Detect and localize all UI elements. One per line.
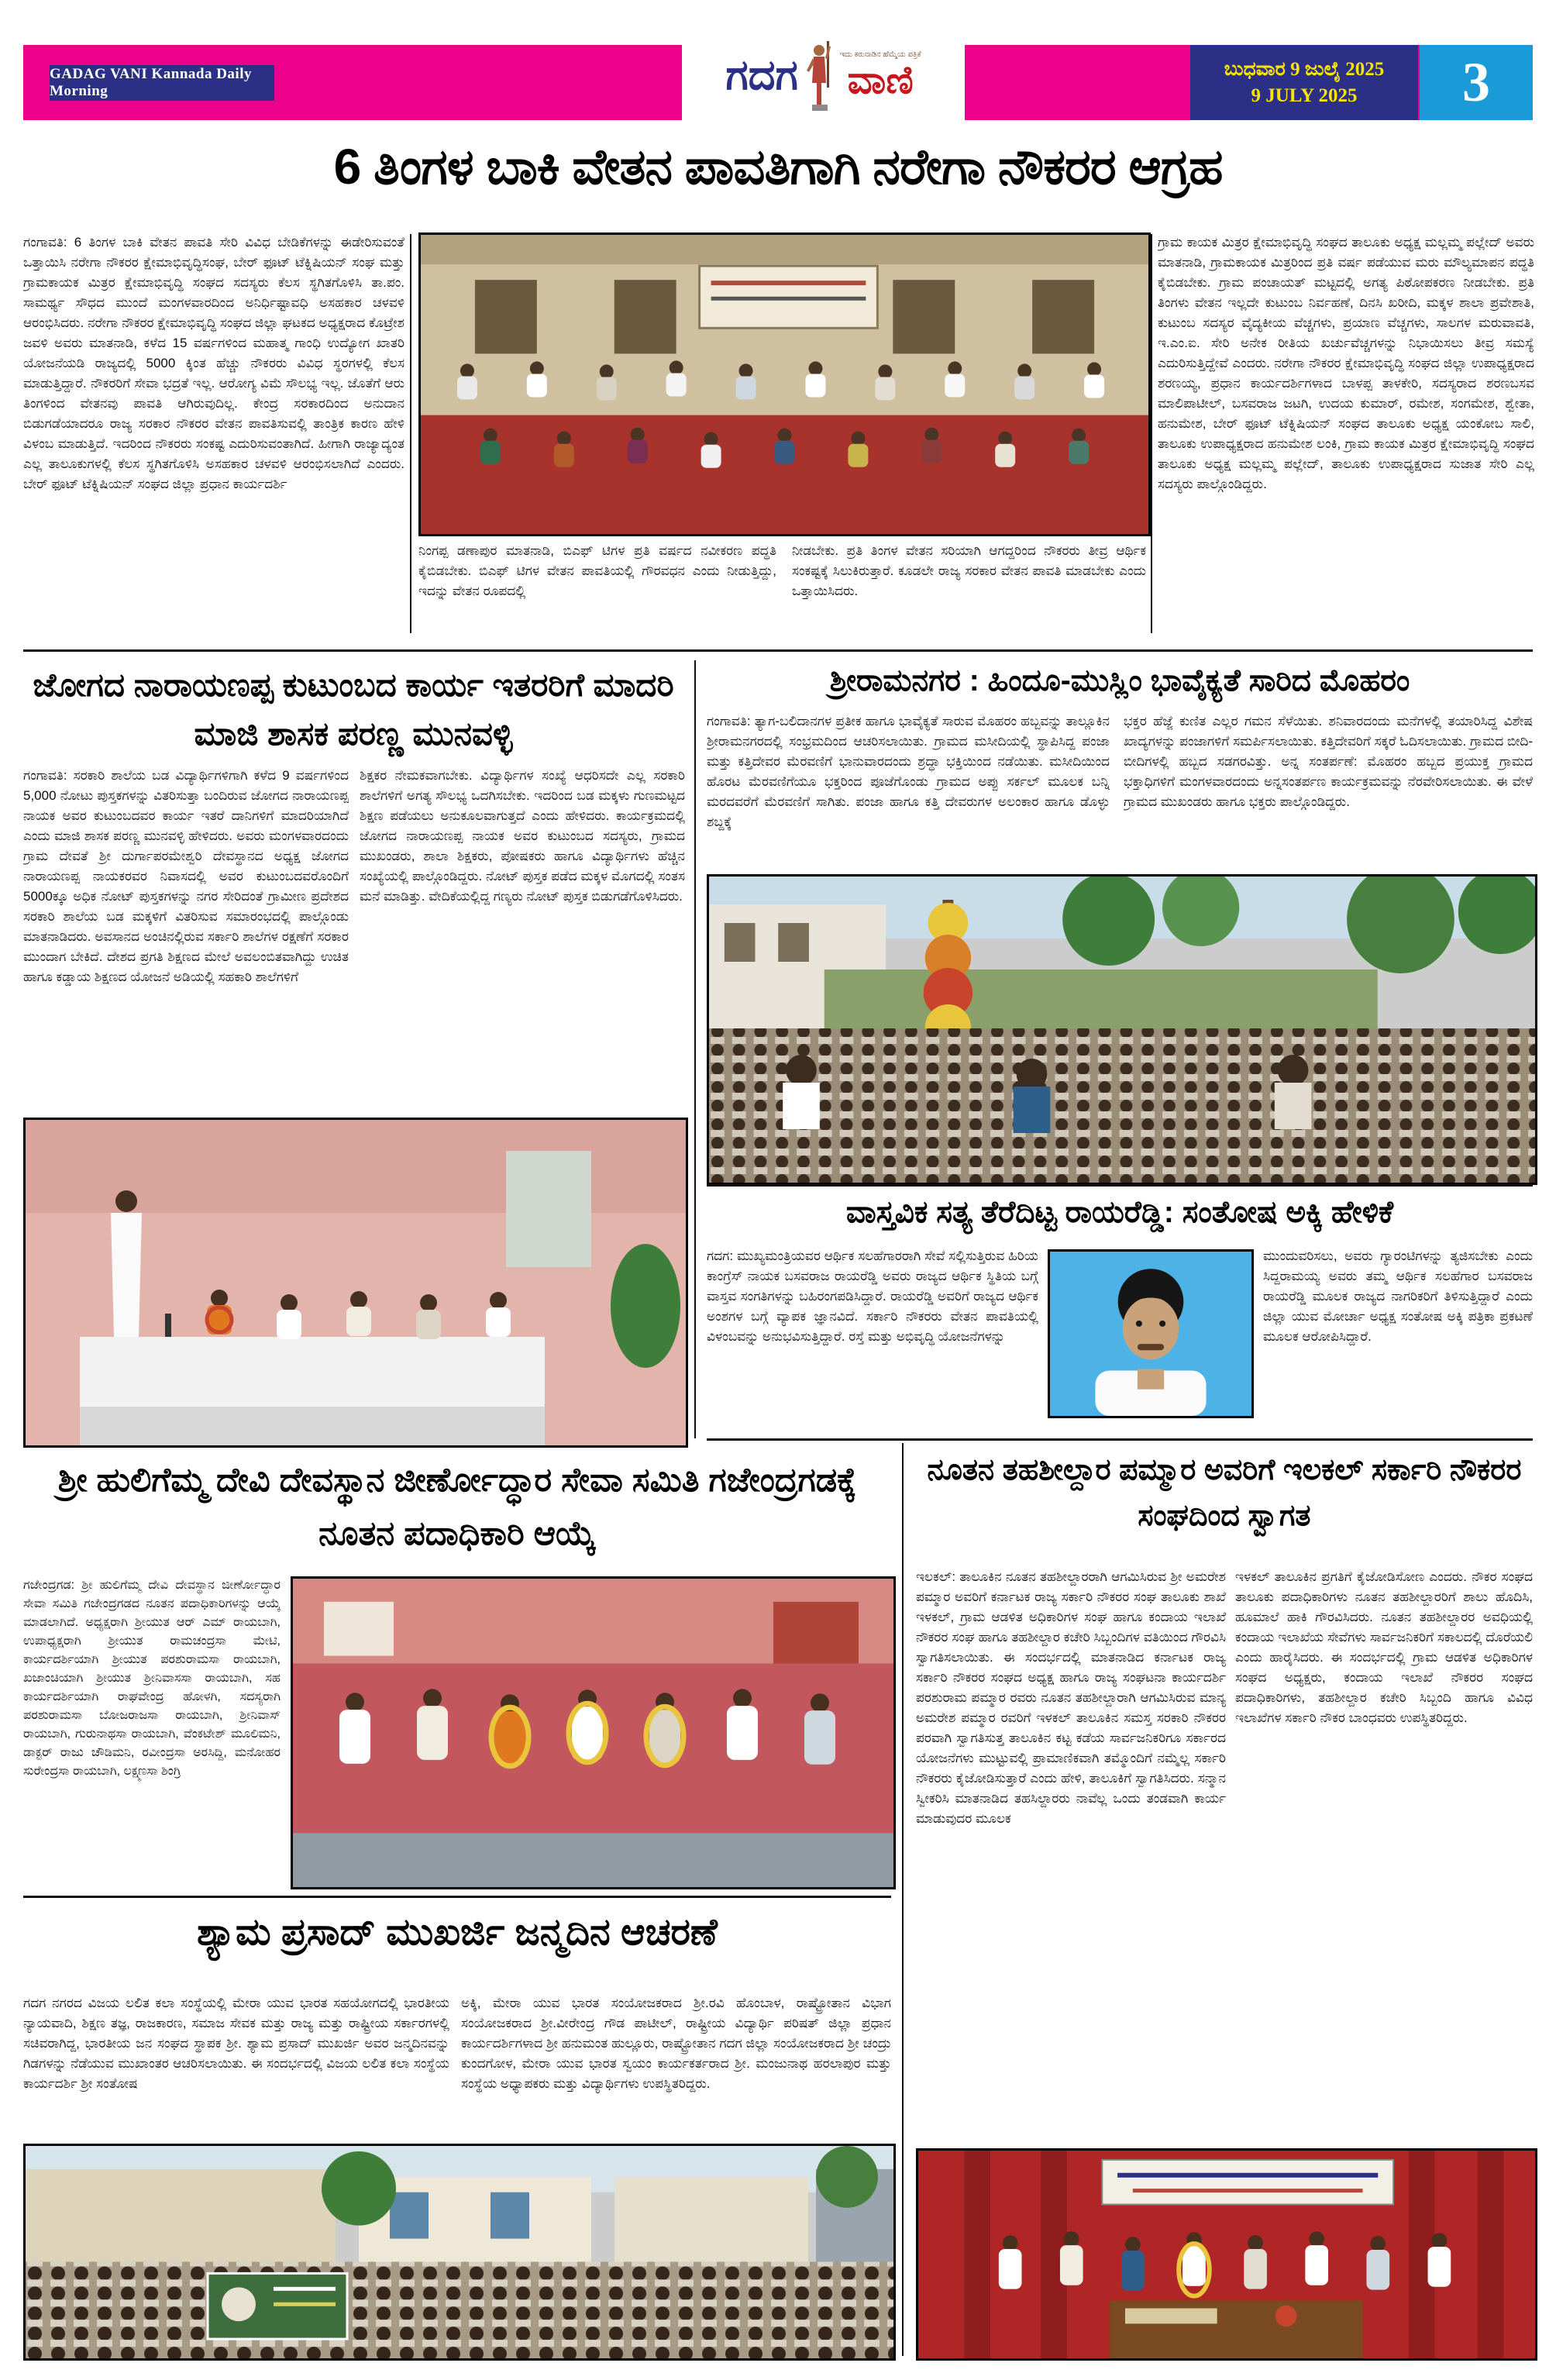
- column-divider: [410, 234, 411, 633]
- headline-moharram: ಶ್ರೀರಾಮನಗರ : ಹಿಂದೂ-ಮುಸ್ಲಿಂ ಭಾವೈಕ್ಯತೆ ಸಾರಿದ ಮೊಹರಂ: [829, 664, 1410, 697]
- rayareddy-col-2: ಮುಂದುವರಿಸಲು, ಅವರು ಗ್ಯಾರಂಟಿಗಳನ್ನು ತ್ಯಜಿಸಬೇಕು ಎಂದು ಸಿದ್ದರಾಮಯ್ಯ ಅವರು ತಮ್ಮ ಆರ್ಥಿಕ ಸಲಹೆಗಾರ ಬಸವರಾಜ ರಾಯರೆಡ್ಡಿ ಮೂಲಕ ರಾಜ್ಯದ ನಾಗರಿಕರಿಗೆ ತಿಳಿಸುತ್ತಿದ್ದಾರೆ ಎಂದು ಜಿಲ್ಲಾ ಯುವ ಮೋರ್ಚಾ ಅಧ್ಯಕ್ಷ ಸಂತೋಷ ಅಕ್ಕಿ ಪತ್ರಿಕಾ ಪ್ರಕಟಣೆ ಮೂಲಕ ಆರೋಪಿಸಿದ್ದಾರೆ.: [1263, 1249, 1533, 1344]
- photo-jogada-dais: [23, 1118, 688, 1448]
- jogada-col-1: ಗಂಗಾವತಿ: ಸರಕಾರಿ ಶಾಲೆಯ ಬಡ ವಿದ್ಯಾರ್ಥಿಗಳಿಗಾಗಿ ಕಳೆದ 9 ವರ್ಷಗಳಿಂದ 5,000 ನೋಟು ಪುಸ್ತಕಗಳನ್ನು ವಿತರಿಸುತ್ತಾ ಬಂದಿರುವ ಜೋಗದ ನಾರಾಯಣಪ್ಪ ನಾಯಕ ಅವರ ಕುಟುಂಬದವರ ಕಾರ್ಯ ಇತರೆ ದಾನಿಗಳಿಗೆ ಮಾದರಿಯಾಗಿದೆ ಎಂದು ಮಾಜಿ ಶಾಸಕ ಪರಣ್ಣ ಮುನವಳ್ಳಿ ಹೇಳಿದರು. ಅವರು ಮಂಗಳವಾರದಂದು ಗ್ರಾಮ ದೇವತೆ ಶ್ರೀ ದುರ್ಗಾಪರಮೇಶ್ವರಿ ದೇವಸ್ಥಾನದ ಅಧ್ಯಕ್ಷ ಜೋಗದ ನಾರಾಯಣಪ್ಪ ನಾಯಕರವರ ನಿವಾಸದಲ್ಲಿ ಅವರ ಕುಟುಂಬದವರೊಂದಿಗೆ 5000ಕ್ಕೂ ಅಧಿಕ ನೋಟ್ ಪುಸ್ತಕಗಳನ್ನು ನಗರ ಸೇರಿದಂತೆ ಗ್ರಾಮೀಣ ಪ್ರದೇಶದ ಸರಕಾರಿ ಶಾಲೆಯ ಬಡ ಮಕ್ಕಳಿಗೆ ವಿತರಿಸುವ ಸಮಾರಂಭದಲ್ಲಿ ಪಾಲ್ಗೊಂಡು ಮಾತನಾಡಿದರು. ಅವಸಾನದ ಅಂಚಿನಲ್ಲಿರುವ ಸರ್ಕಾರಿ ಶಾಲೆಗಳ ರಕ್ಷಣೆಗೆ ಸರಕಾರ ಮುಂದಾಗ ಬೇಕಿದೆ. ದೇಶದ ಪ್ರಗತಿ ಶಿಕ್ಷಣದ ಮೇಲೆ ಅವಲಂಬಿತವಾಗಿದ್ದು ಉಚಿತ ಹಾಗೂ ಕಡ್ಡಾಯ ಶಿಕ್ಷಣದ ಯೋಜನೆ ಅಡಿಯಲ್ಲಿ ಸಹಕಾರಿ ಶಾಲೆಗಳಿಗೆ: [23, 768, 349, 984]
- moharram-col-1: ಗಂಗಾವತಿ: ತ್ಯಾಗ-ಬಲಿದಾನಗಳ ಪ್ರತೀಕ ಹಾಗೂ ಭಾವೈಕ್ಯತೆ ಸಾರುವ ಮೊಹರಂ ಹಬ್ಬವನ್ನು ತಾಲ್ಲೂಕಿನ ಶ್ರೀರಾಮನಗರದಲ್ಲಿ ಸಂಭ್ರಮದಿಂದ ಆಚರಿಸಲಾಯಿತು. ಗ್ರಾಮದ ಮಸೀದಿಯಲ್ಲಿ ಸ್ಥಾಪಿಸಿದ್ದ ಪಂಜಾ ಮತ್ತು ಕತ್ತಿದೇವರ ಮೆರವಣಿಗೆ ಭಾನುವಾರದಂದು ಶ್ರದ್ಧಾ ಭಕ್ತಿಯಿಂದ ನಡೆಯಿತು. ಮಸೀದಿಯಿಂದ ಹೊರಟ ಮೆರವಣಿಗೆಯೂ ಭಕ್ತರಿಂದ ಪೂಜೆಗೊಂಡು ಗ್ರಾಮದ ಅಪ್ಪು ಸರ್ಕಲ್ ಮೂಲಕ ಬನ್ನಿ ಮರದವರೆಗೆ ಮೆರವಣಿಗೆ ಸಾಗಿತು. ಪಂಜಾ ಹಾಗೂ ಕತ್ತಿ ದೇವರುಗಳ ಅಲಂಕಾರ ಹಾಗೂ ಡೊಳ್ಳು ಶಬ್ದಕ್ಕೆ: [707, 714, 1110, 829]
- photo-santosh-akki-portrait: [1048, 1249, 1254, 1418]
- page-number-box: [1420, 45, 1533, 120]
- photo-moharram-procession: [707, 874, 1537, 1185]
- page-number: 3: [1462, 51, 1490, 113]
- masthead-box: [50, 65, 274, 101]
- date-english: 9 JULY 2025: [1251, 84, 1358, 106]
- statue-icon: [803, 36, 835, 114]
- tahsildar-col-2: ಇಳಕಲ್ ತಾಲೂಕಿನ ಪ್ರಗತಿಗೆ ಕೈಜೋಡಿಸೋಣ ಎಂದರು. ನೌಕರ ಸಂಘದ ತಾಲೂಕು ಪದಾಧಿಕಾರಿಗಳು ನೂತನ ತಹಶೀಲ್ದಾರರಿಗೆ ಶಾಲು ಹೊದಿಸಿ, ಹೂಮಾಲೆ ಹಾಕಿ ಗೌರವಿಸಿದರು. ನೂತನ ತಹಶೀಲ್ದಾರರ ಅವಧಿಯಲ್ಲಿ ಕಂದಾಯ ಇಲಾಖೆಯ ಸೇವೆಗಳು ಸಾರ್ವಜನಿಕರಿಗೆ ಸಕಾಲದಲ್ಲಿ ದೊರೆಯಲಿ ಎಂದು ಹಾರೈಸಿದರು. ಈ ಸಂದರ್ಭದಲ್ಲಿ ಗ್ರಾಮ ಆಡಳಿತ ಅಧಿಕಾರಿಗಳ ಸಂಘದ ಅಧ್ಯಕ್ಷರು, ಕಂದಾಯ ಇಲಾಖೆ ನೌಕರರ ಸಂಘದ ಪದಾಧಿಕಾರಿಗಳು, ತಹಶೀಲ್ದಾರ ಕಚೇರಿ ಸಿಬ್ಬಂದಿ ಹಾಗೂ ವಿವಿಧ ಇಲಾಖೆಗಳ ಸರ್ಕಾರಿ ನೌಕರ ಬಾಂಧವರು ಉಪಸ್ಥಿತರಿದ್ದರು.: [1235, 1569, 1533, 1725]
- huligemma-col-1: ಗಜೇಂದ್ರಗಡ: ಶ್ರೀ ಹುಲಿಗೆಮ್ಮ ದೇವಿ ದೇವಸ್ಥಾನ ಜೀರ್ಣೋದ್ಧಾರ ಸೇವಾ ಸಮಿತಿ ಗಜೇಂದ್ರಗಡದ ನೂತನ ಪದಾಧಿಕಾರಿಗಳನ್ನು ಆಯ್ಕೆ ಮಾಡಲಾಗಿದೆ. ಅಧ್ಯಕ್ಷರಾಗಿ ಶ್ರೀಯುತ ಆರ್ ಎಮ್ ರಾಯಬಾಗಿ, ಉಪಾಧ್ಯಕ್ಷರಾಗಿ ಶ್ರೀಯುತ ರಾಮಚಂದ್ರಸಾ ಮೇಟಿ, ಕಾರ್ಯದರ್ಶಿಯಾಗಿ ಶ್ರೀಯುತ ಪರಶುರಾಮಸಾ ರಾಯಬಾಗಿ, ಖಜಾಂಚಿಯಾಗಿ ಶ್ರೀಯುತ ಶ್ರೀನಿವಾಸಸಾ ರಾಯಬಾಗಿ, ಸಹ ಕಾರ್ಯದರ್ಶಿಯಾಗಿ ರಾಘವೇಂದ್ರ ಹೋಳಗಿ, ಸದಸ್ಯರಾಗಿ ಪರಶುರಾಮಸಾ ಬೋಜರಾಜಸಾ ರಾಯಬಾಗಿ, ಶ್ರೀನಿವಾಸ್ ರಾಯಬಾಗಿ, ಗುರುನಾಥಸಾ ರಾಯಬಾಗಿ, ವೆಂಕಟೇಶ್ ಮೂಲಿಮನಿ, ಡಾಕ್ಟರ್ ರಾಜು ಚೌಡಿಮನಿ, ರವೀಂದ್ರಸಾ ಅರಸಿದ್ದಿ, ಮನೋಹರ ಸುರೇಂದ್ರಸಾ ರಾಯಬಾಗಿ, ಲಕ್ಷ್ಮಣಸಾ ಶಿಂಗ್ರಿ: [23, 1579, 281, 1778]
- nrega-below-left: ನಿಂಗಪ್ಪ ಡಣಾಪುರ ಮಾತನಾಡಿ, ಬಿಎಫ್ ಟಿಗಳ ಪ್ರತಿ ವರ್ಷದ ನವೀಕರಣ ಪದ್ಧತಿ ಕೈಬಿಡಬೇಕು. ಬಿಎಫ್ ಟಿಗಳ ವೇತನ ಪಾವತಿಯಲ್ಲಿ ಗೌರವಧನ ಎಂದು ನೀಡುತ್ತಿದ್ದು, ಇದನ್ನು ವೇತನ ರೂಪದಲ್ಲಿ: [418, 543, 776, 598]
- rayareddy-col-1: ಗದಗ: ಮುಖ್ಯಮಂತ್ರಿಯವರ ಆರ್ಥಿಕ ಸಲಹೆಗಾರರಾಗಿ ಸೇವೆ ಸಲ್ಲಿಸುತ್ತಿರುವ ಹಿರಿಯ ಕಾಂಗ್ರೆಸ್ ನಾಯಕ ಬಸವರಾಜ ರಾಯರೆಡ್ಡಿ ಅವರು ರಾಜ್ಯದ ಆರ್ಥಿಕ ಸ್ಥಿತಿಯ ಬಗ್ಗೆ ವಾಸ್ತವ ಸಂಗತಿಗಳನ್ನು ಬಹಿರಂಗಪಡಿಸಿದ್ದಾರೆ. ರಾಯರೆಡ್ಡಿ ಅವರಿಗೆ ರಾಜ್ಯದ ಆರ್ಥಿಕ ಅಂಶಗಳ ಬಗ್ಗೆ ವ್ಯಾಪಕ ಜ್ಞಾನವಿದೆ. ಸರ್ಕಾರಿ ನೌಕರರು ವೇತನ ಪಾವತಿಯಲ್ಲಿ ವಿಳಂಬವನ್ನು ಅನುಭವಿಸುತ್ತಿದ್ದಾರೆ. ರಸ್ತೆ ಮತ್ತು ಅಭಿವೃದ್ಧಿ ಯೋಜನೆಗಳನ್ನು: [707, 1249, 1038, 1344]
- photo-nrega-protest: [418, 232, 1151, 536]
- tahsildar-col-1: ಇಲಕಲ್: ತಾಲೂಕಿನ ನೂತನ ತಹಶೀಲ್ದಾರರಾಗಿ ಆಗಮಿಸಿರುವ ಶ್ರೀ ಅಮರೇಶ ಪಮ್ಮಾರ ಅವರಿಗೆ ಕರ್ನಾಟಕ ರಾಜ್ಯ ಸರ್ಕಾರಿ ನೌಕರರ ಸಂಘ ತಾಲೂಕು ಶಾಖೆ ಇಳಕಲ್, ಗ್ರಾಮ ಆಡಳಿತ ಅಧಿಕಾರಿಗಳ ಸಂಘ ಹಾಗೂ ಕಂದಾಯ ಇಲಾಖೆ ನೌಕರರ ಸಂಘ ಹಾಗೂ ತಹಶೀಲ್ದಾರ ಕಚೇರಿ ಸಿಬ್ಬಂದಿಗಳ ವತಿಯಿಂದ ಗೌರವಿಸಿ ಸ್ವಾಗತಿಸಲಾಯಿತು. ಈ ಸಂದರ್ಭದಲ್ಲಿ ಮಾತನಾಡಿದ ಕರ್ನಾಟಕ ರಾಜ್ಯ ಸರ್ಕಾರಿ ನೌಕರರ ಸಂಘದ ಅಧ್ಯಕ್ಷ ಹಾಗೂ ರಾಜ್ಯ ಸಂಘಟನಾ ಕಾರ್ಯದರ್ಶಿ ಪರಶುರಾಮ ಪಮ್ಮಾರ ರವರು ನೂತನ ತಹಶೀಲ್ದಾರಾಗಿ ಆಗಮಿಸಿರುವ ಮಾನ್ಯ ಅಮರೇಶ ಪಮ್ಮಾರ ರವರಿಗೆ ಇಳಕಲ್ ತಾಲೂಕಿನ ಸಮಸ್ತ ಸರಕಾರಿ ನೌಕರರ ಪರವಾಗಿ ಸ್ವಾಗತಿಸುತ್ತ ತಾಲೂಕಿನ ಕಟ್ಟ ಕಡೆಯ ಸಾರ್ವಜನಿಕರಿಗೂ ಸರ್ಕಾರದ ಯೋಜನೆಗಳು ಮುಟ್ಟುವಲ್ಲಿ ಪ್ರಾಮಾಣಿಕವಾಗಿ ತಮ್ಮೊಂದಿಗೆ ನಮ್ಮೆಲ್ಲ ಸರ್ಕಾರಿ ನೌಕರರು ಕೈಜೋಡಿಸುತ್ತಾರೆ ಎಂದು ಹೇಳಿ, ತಾಲೂಕಿಗೆ ಸ್ವಾಗತಿಸಿದರು. ಸನ್ಮಾನ ಸ್ವೀಕರಿಸಿ ಮಾತನಾಡಿದ ತಹಸಿಲ್ದಾರರು ನಾವೆಲ್ಲ ಒಂದು ತಂಡವಾಗಿ ಕಾರ್ಯ ಮಾಡುವುದರ ಮೂಲಕ: [916, 1569, 1226, 1826]
- headline-huligemma: ಶ್ರೀ ಹುಲಿಗೆಮ್ಮ ದೇವಿ ದೇವಸ್ಥಾನ ಜೀರ್ಣೋದ್ಧಾರ ಸೇವಾ ಸಮಿತಿ ಗಜೇಂದ್ರಗಡಕ್ಕೆ ನೂತನ ಪದಾಧಿಕಾರಿ ಆಯ್ಕೆ: [57, 1462, 857, 1552]
- headline-tahsildar: ನೂತನ ತಹಶೀಲ್ದಾರ ಪಮ್ಮಾರ ಅವರಿಗೆ ಇಲಕಲ್ ಸರ್ಕಾರಿ ನೌಕರರ ಸಂಘದಿಂದ ಸ್ವಾಗತ: [927, 1454, 1522, 1532]
- mukherjee-col-2: ಅಕ್ಕಿ, ಮೇರಾ ಯುವ ಭಾರತ ಸಂಯೋಜಕರಾದ ಶ್ರೀ.ರವಿ ಹೊಂಬಾಳ, ರಾಷ್ಟ್ರೋತಾನ ವಿಭಾಗ ಸಂಯೋಜಕರಾದ ಶ್ರೀ.ವೀರೇಂದ್ರ ಗೌಡ ಪಾಟೀಲ್, ರಾಷ್ಟ್ರೀಯ ವಿದ್ಯಾರ್ಥಿ ಪರಿಷತ್ ಜಿಲ್ಲಾ ಪ್ರಧಾನ ಕಾರ್ಯದರ್ಶಿಗಳಾದ ಶ್ರೀ ಹನುಮಂತ ಹುಲ್ಲೂರು, ರಾಷ್ಟ್ರೋತಾನ ಗದಗ ಜಿಲ್ಲಾ ಸಂಯೋಜಕರಾದ ಶ್ರೀ ಚಂದ್ರು ಕುಂದಗೋಳ, ಮೇರಾ ಯುವ ಭಾರತ ಸ್ವಯಂ ಕಾರ್ಯಕರ್ತರಾದ ಶ್ರೀ. ಮಂಜುನಾಥ ಹರಲಾಪುರ ಮತ್ತು ಸಂಸ್ಥೆಯ ಅಧ್ಯಾಪಕರು ಮತ್ತು ವಿದ್ಯಾರ್ಥಿಗಳು ಉಪಸ್ಥಿತರಿದ್ದರು.: [461, 1996, 891, 2091]
- logo-word-gadag: ಗದಗ: [725, 51, 798, 98]
- logo-word-vani: ವಾಣಿ: [847, 58, 914, 102]
- column-divider: [1151, 234, 1152, 633]
- logo-tagline: ಇದು ಕರುನಾಡಿನ ಹೆಮ್ಮೆಯ ಪತ್ರಿಕೆ: [839, 50, 921, 59]
- section-divider: [23, 1896, 891, 1898]
- headline-rayareddy: ವಾಸ್ತವಿಕ ಸತ್ಯ ತೆರೆದಿಟ್ಟ ರಾಯರೆಡ್ಡಿ: ಸಂತೋಷ ಅಕ್ಕಿ ಹೇಳಿಕೆ: [845, 1196, 1394, 1229]
- section-divider: [23, 649, 1533, 652]
- photo-mukherjee-planting: [23, 2144, 896, 2361]
- headline-jogada: ಜೋಗದ ನಾರಾಯಣಪ್ಪ ಕುಟುಂಬದ ಕಾರ್ಯ ಇತರರಿಗೆ ಮಾದರಿ ಮಾಜಿ ಶಾಸಕ ಪರಣ್ಣ ಮುನವಳ್ಳಿ: [33, 666, 674, 752]
- jogada-col-2: ಶಿಕ್ಷಕರ ನೇಮಕವಾಗಬೇಕು. ವಿದ್ಯಾರ್ಥಿಗಳ ಸಂಖ್ಯೆ ಆಧರಿಸದೇ ಎಲ್ಲ ಸರಕಾರಿ ಶಾಲೆಗಳಿಗೆ ಅಗತ್ಯ ಸೌಲಭ್ಯ ಒದಗಿಸಬೇಕು. ಇದರಿಂದ ಬಡ ಮಕ್ಕಳು ಗುಣಮಟ್ಟದ ಶಿಕ್ಷಣ ಪಡೆಯಲು ಅನುಕೂಲವಾಗುತ್ತದೆ ಎಂದು ಹೇಳಿದರು. ಕಾರ್ಯಕ್ರಮದಲ್ಲಿ ಜೋಗದ ನಾರಾಯಣಪ್ಪ ನಾಯಕ ಅವರ ಕುಟುಂಬದ ಸದಸ್ಯರು, ಗ್ರಾಮದ ಮುಖಂಡರು, ಶಾಲಾ ಶಿಕ್ಷಕರು, ಪೋಷಕರು ಹಾಗೂ ವಿದ್ಯಾರ್ಥಿಗಳು ಹೆಚ್ಚಿನ ಸಂಖ್ಯೆಯಲ್ಲಿ ಪಾಲ್ಗೊಂಡಿದ್ದರು. ನೋಟ್ ಪುಸ್ತಕ ಪಡೆದ ಮಕ್ಕಳ ಮೊಗದಲ್ಲಿ ಸಂತಸ ಮನೆ ಮಾಡಿತ್ತು. ವೇದಿಕೆಯಲ್ಲಿದ್ದ ಗಣ್ಯರು ನೋಟ್ ಪುಸ್ತಕ ಬಿಡುಗಡೆಗೊಳಿಸಿದರು.: [360, 768, 685, 904]
- moharram-col-2: ಭಕ್ತರ ಹೆಜ್ಜೆ ಕುಣಿತ ಎಲ್ಲರ ಗಮನ ಸೆಳೆಯಿತು. ಶನಿವಾರದಂದು ಮನೆಗಳಲ್ಲಿ ತಯಾರಿಸಿದ್ದ ವಿಶೇಷ ಖಾದ್ಯಗಳನ್ನು ಪಂಜಾಗಳಿಗೆ ಸಮರ್ಪಿಸಲಾಯಿತು. ಕತ್ತಿದೇವರಿಗೆ ಸಕ್ಕರೆ ಓದಿಸಲಾಯಿತು. ಗ್ರಾಮದ ಬೀದಿ-ಬೀದಿಗಳಲ್ಲಿ ಹಬ್ಬದ ಸಡಗರವಿತ್ತು. ಅನ್ನ ಸಂತರ್ಪಣೆ: ಮೊಹರಂ ಹಬ್ಬದ ಪ್ರಯುಕ್ತ ಗ್ರಾಮದ ಭಕ್ತಾಧಿಗಳಿಗೆ ಮಂಗಳವಾರದಂದು ಅನ್ನಸಂತರ್ಪಣ ಕಾರ್ಯಕ್ರಮವನ್ನು ನೆರವೇರಿಸಲಾಯಿತು. ಈ ವೇಳೆ ಗ್ರಾಮದ ಮುಖಂಡರು ಹಾಗೂ ಭಕ್ತರು ಪಾಲ್ಗೊಂಡಿದ್ದರು.: [1124, 714, 1533, 809]
- headline-mukherjee: ಶ್ಯಾಮ ಪ್ರಸಾದ್ ಮುಖರ್ಜಿ ಜನ್ಮದಿನ ಆಚರಣೆ: [197, 1912, 718, 1953]
- mukherjee-col-1: ಗದಗ ನಗರದ ವಿಜಯ ಲಲಿತ ಕಲಾ ಸಂಸ್ಥೆಯಲ್ಲಿ ಮೇರಾ ಯುವ ಭಾರತ ಸಹಯೋಗದಲ್ಲಿ ಭಾರತೀಯ ನ್ಯಾಯವಾದಿ, ಶಿಕ್ಷಣ ತಜ್ಞ, ರಾಜಕಾರಣ, ಸಮಾಜ ಸೇವಕ ಮತ್ತು ರಾಜ್ಯ ಮತ್ತು ರಾಷ್ಟ್ರೀಯ ಸರ್ಕಾರಗಳಲ್ಲಿ ಸಚಿವರಾಗಿದ್ದ, ಭಾರತೀಯ ಜನ ಸಂಘದ ಸ್ಥಾಪಕ ಶ್ರೀ. ಶ್ಯಾಮ ಪ್ರಸಾದ್ ಮುಖರ್ಜಿ ಅವರ ಜನ್ಮದಿನವನ್ನು ಗಿಡಗಳನ್ನು ನೆಡೆಯುವ ಮುಖಾಂತರ ಆಚರಿಸಲಾಯಿತು. ಈ ಸಂದರ್ಭದಲ್ಲಿ ವಿಜಯ ಲಲಿತ ಕಲಾ ಸಂಸ್ಥೆಯ ಕಾರ್ಯದರ್ಶಿ ಶ್ರೀ ಸಂತೋಷ: [23, 1996, 449, 2091]
- nrega-below-right: ನೀಡಬೇಕು. ಪ್ರತಿ ತಿಂಗಳ ವೇತನ ಸರಿಯಾಗಿ ಆಗದ್ದರಿಂದ ನೌಕರರು ತೀವ್ರ ಆರ್ಥಿಕ ಸಂಕಷ್ಟಕ್ಕೆ ಸಿಲುಕಿರುತ್ತಾರೆ. ಕೂಡಲೇ ರಾಜ್ಯ ಸರಕಾರ ವೇತನ ಪಾವತಿ ಮಾಡಬೇಕು ಎಂದು ಒತ್ತಾಯಿಸಿದರು.: [792, 543, 1146, 598]
- section-divider-vertical: [902, 1443, 904, 2356]
- newspaper-logo: [682, 28, 965, 122]
- photo-tahsildar-felicitation: [916, 2148, 1537, 2361]
- section-divider: [707, 1184, 1533, 1187]
- photo-huligemma-committee: [291, 1576, 896, 1889]
- date-box: [1190, 45, 1418, 120]
- nrega-col-right: ಗ್ರಾಮ ಕಾಯಕ ಮಿತ್ರರ ಕ್ಷೇಮಾಭಿವೃದ್ಧಿ ಸಂಘದ ತಾಲೂಕು ಅಧ್ಯಕ್ಷ ಮಲ್ಲಮ್ಮ ಪಲ್ಲೇದ್ ಅವರು ಮಾತನಾಡಿ, ಗ್ರಾಮಕಾಯಕ ಮಿತ್ರರಿಂದ ಪ್ರತಿ ವರ್ಷ ಪಡೆಯುವ ಮರು ಮೌಲ್ಯಮಾಪನ ಪದ್ಧತಿ ಕೈಬಿಡಬೇಕು. ಗ್ರಾಮ ಪಂಚಾಯತ್ ಮಟ್ಟದಲ್ಲಿ ಅಗತ್ಯ ಪಿಠೋಪಕರಣ ನೀಡಬೇಕು. ಪ್ರತಿ ತಿಂಗಳು ವೇತನ ಇಲ್ಲದೇ ಕುಟುಂಬ ನಿರ್ವಹಣೆ, ದಿನಸಿ ಖರೀದಿ, ಮಕ್ಕಳ ಶಾಲಾ ಪ್ರವೇಶಾತಿ, ಕುಟುಂಬ ಸದಸ್ಯರ ವೈದ್ಯಕೀಯ ವೆಚ್ಚಗಳು, ಪ್ರಯಾಣ ವೆಚ್ಚಗಳು, ಸಾಲಗಳ ಮರುವಾವತಿ, ಇ.ಎಂ.ಐ. ಸೇರಿ ಅನೇಕ ರೀತಿಯ ಖರ್ಚುವೆಚ್ಚಗಳನ್ನು ನಿಭಾಯಿಸಲು ತೀವ್ರ ಸಮಸ್ಯೆ ಎದುರಿಸುತ್ತಿದ್ದೇವೆ ಎಂದರು. ನರೇಗಾ ನೌಕರರ ಕ್ಷೇಮಾಭಿವೃದ್ಧಿ ಸಂಘದ ಜಿಲ್ಲಾ ಉಪಾಧ್ಯಕ್ಷರಾದ ಶರಣಯ್ಯ, ಪ್ರಧಾನ ಕಾರ್ಯದರ್ಶಿಗಳಾದ ಬಾಳಪ್ಪ ತಾಳಕೇರಿ, ಸದಸ್ಯರಾದ ಶರಣಬಸವ ಮಾಲಿಪಾಟೀಲ್, ಬಸವರಾಜ ಜಟಗಿ, ಉದಯ ಕುಮಾರ್, ರಮೇಶ, ಸಂಗಮೇಶ, ಶ್ವೇತಾ, ಹನುಮೇಶ, ಬೇರ್ ಫೂಟ್ ಟೆಕ್ನಿಷಿಯನ್ ಸಂಘದ ತಾಲೂಕು ಅಧ್ಯಕ್ಷ ಯಂಕೋಬ ಸಾಲಿ, ತಾಲೂಕು ಉಪಾಧ್ಯಕ್ಷರಾದ ಹನುಮೇಶ ಲಂಕಿ, ಗ್ರಾಮ ಕಾಯಕ ಮಿತ್ರರ ಕ್ಷೇಮಾಭಿವೃದ್ಧಿ ಸಂಘದ ತಾಲೂಕು ಅಧ್ಯಕ್ಷ ಮಲ್ಲಮ್ಮ ಪಲ್ಲೇದ್, ತಾಲೂಕು ಉಪಾಧ್ಯಕ್ಷರಾದ ಸುಜಾತ ಸೇರಿ ಎಲ್ಲ ಸದಸ್ಯರು ಪಾಲ್ಗೊಂಡಿದ್ದರು.: [1158, 235, 1534, 491]
- headline-nrega: 6 ತಿಂಗಳ ಬಾಕಿ ವೇತನ ಪಾವತಿಗಾಗಿ ನರೇಗಾ ನೌಕರರ ಆಗ್ರಹ: [333, 139, 1223, 195]
- nrega-col-left: ಗಂಗಾವತಿ: 6 ತಿಂಗಳ ಬಾಕಿ ವೇತನ ಪಾವತಿ ಸೇರಿ ವಿವಿಧ ಬೇಡಿಕೆಗಳನ್ನು ಈಡೇರಿಸುವಂತೆ ಒತ್ತಾಯಿಸಿ ನರೇಗಾ ನೌಕರರ ಕ್ಷೇಮಾಭಿವೃದ್ಧಿಸಂಘ, ಬೇರ್ ಫೂಟ್ ಟೆಕ್ನಿಷಿಯನ್ ಸಂಘ ಮತ್ತು ಗ್ರಾಮಕಾಯಕ ಮಿತ್ರರ ಕ್ಷೇಮಾಭಿವೃದ್ಧಿ ಸಂಘದ ಸದಸ್ಯರು ಕೆಲಸ ಸ್ಥಗಿತಗೊಳಿಸಿ ತಾ.ಪಂ. ಸಾಮರ್ಥ್ಯ ಸೌಧದ ಮುಂದೆ ಮಂಗಳವಾರದಿಂದ ಅನಿರ್ಧಿಷ್ಟಾವಧಿ ಅಸಹಕಾರ ಚಳವಳಿ ಆರಂಭಿಸಿದರು. ನರೇಗಾ ನೌಕರರ ಕ್ಷೇಮಾಭಿವೃದ್ಧಿ ಸಂಘದ ಜಿಲ್ಲಾ ಘಟಕದ ಅಧ್ಯಕ್ಷರಾದ ಕೊಟ್ರೇಶ ಜವಳಿ ಅವರು ಮಾತನಾಡಿ, ಕಳೆದ 15 ವರ್ಷಗಳಿಂದ ಮಹಾತ್ಮ ಗಾಂಧಿ ಉದ್ಯೋಗ ಖಾತರಿ ಯೋಜನೆಯಡಿ ರಾಜ್ಯದಲ್ಲಿ 5000 ಕ್ಕಿಂತ ಹೆಚ್ಚು ನೌಕರರು ವಿವಿಧ ಸ್ಥರಗಳಲ್ಲಿ ಕೆಲಸ ಮಾಡುತ್ತಿದ್ದಾರೆ. ನೌಕರರಿಗೆ ಸೇವಾ ಭದ್ರತೆ ಇಲ್ಲ. ಆರೋಗ್ಯ ವಿಮೆ ಸೌಲಭ್ಯ ಇಲ್ಲ. ಜೊತೆಗೆ ಆರು ತಿಂಗಳಿಂದ ವೇತನವು ಪಾವತಿ ಆಗಿರುವುದಿಲ್ಲ. ಕೇಂದ್ರ ಸರಕಾರದಿಂದ ಅನುದಾನ ಬಿಡುಗಡೆಯಾದರೂ ರಾಜ್ಯ ಸರಕಾರ ನೌಕರರ ವೇತನ ಪಾವತಿಸುವಲ್ಲಿ ತಾಂತ್ರಿಕ ಕಾರಣ ಹೇಳಿ ವಿಳಂಬ ಮಾಡುತ್ತಿದೆ. ಇದರಿಂದ ನೌಕರರು ಸಂಕಷ್ಟ ಎದುರಿಸುವಂತಾಗಿದೆ. ಹೀಗಾಗಿ ರಾಜ್ಯಾದ್ಯಂತ ಎಲ್ಲ ತಾಲೂಕುಗಳಲ್ಲಿ ಕೆಲಸ ಸ್ಥಗಿತಗೊಳಿಸಿ ಅಸಹಕಾರ ಚಳವಳಿ ಆರಂಭಿಸಲಾಗಿದೆ ಎಂದರು. ಬೇರ್ ಫೂಟ್ ಟೆಕ್ನಿಷಿಯನ್ ಸಂಘದ ಜಿಲ್ಲಾ ಪ್ರಧಾನ ಕಾರ್ಯದರ್ಶಿ: [23, 235, 404, 491]
- masthead-title: GADAG VANI Kannada Daily Morning: [50, 66, 252, 99]
- date-kannada: ಬುಧವಾರ 9 ಜುಲೈ 2025: [1224, 58, 1385, 80]
- section-divider: [707, 1438, 1533, 1441]
- section-divider-vertical: [694, 660, 696, 1438]
